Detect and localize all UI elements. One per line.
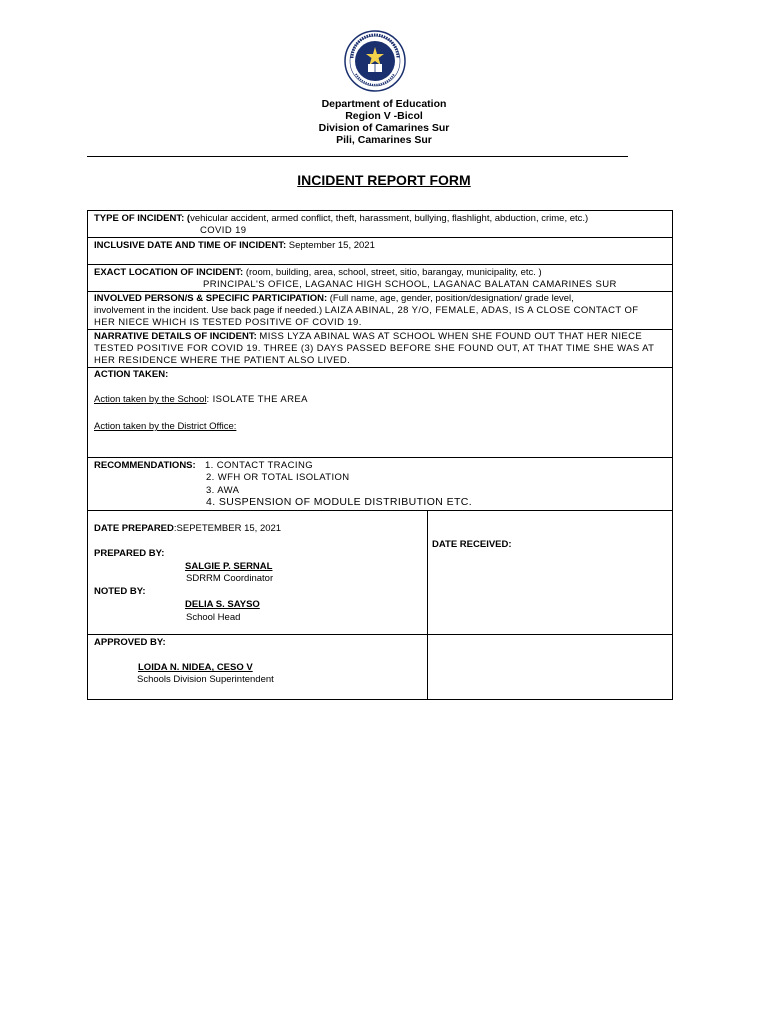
- date-received-label: DATE RECEIVED:: [432, 539, 512, 550]
- involved-field: [94, 293, 574, 304]
- recommendation-item: 2. WFH OR TOTAL ISOLATION: [206, 472, 350, 483]
- action-district-label: Action taken by the District Office:: [94, 421, 237, 432]
- approved-by-name: LOIDA N. NIDEA, CESO V: [138, 662, 253, 673]
- prepared-by-role: SDRRM Coordinator: [186, 573, 274, 584]
- narrative-line-2: TESTED POSITIVE FOR COVID 19. THREE (3) DAYS PASSED BEFORE SHE FOUND OUT, AT THAT TIME SHE WAS AT: [94, 343, 655, 354]
- location-label: EXACT LOCATION OF INCIDENT:: [94, 267, 244, 278]
- header-division: Division of Camarines Sur: [318, 122, 450, 134]
- noted-by-name: DELIA S. SAYSO: [185, 599, 260, 610]
- recommendation-item: 3. AWA: [206, 485, 240, 496]
- action-school-label: Action taken by the School: [94, 394, 207, 405]
- header-department: Department of Education: [321, 98, 447, 110]
- row-divider: [88, 264, 672, 265]
- date-time-label: INCLUSIVE DATE AND TIME OF INCIDENT:: [94, 240, 287, 251]
- type-label: TYPE OF INCIDENT: (: [94, 213, 191, 224]
- type-value: COVID 19: [200, 225, 247, 236]
- type-hint: vehicular accident, armed conflict, theft, harassment, bullying, flashlight, abduction, crime, etc.): [190, 213, 589, 224]
- noted-by-role: School Head: [186, 612, 241, 623]
- prepared-by-name: SALGIE P. SERNAL: [185, 561, 273, 572]
- row-divider: [88, 367, 672, 368]
- involved-hint-1: (Full name, age, gender, position/designation/ grade level,: [329, 293, 574, 304]
- approved-by-label: APPROVED BY:: [94, 637, 166, 648]
- page-title: INCIDENT REPORT FORM: [297, 172, 471, 188]
- row-divider: [88, 510, 672, 511]
- header-region: Region V -Bicol: [345, 110, 423, 122]
- date-prepared-label: DATE PREPARED: [94, 523, 174, 534]
- recommendations-label: RECOMMENDATIONS:: [94, 460, 196, 471]
- header-divider: [87, 156, 628, 157]
- involved-value-1: LAIZA ABINAL, 28 Y/O, FEMALE, ADAS, IS A CLOSE CONTACT OF: [324, 305, 639, 316]
- location-value: PRINCIPAL'S OFICE, LAGANAC HIGH SCHOOL, LAGANAC BALATAN CAMARINES SUR: [203, 279, 617, 290]
- location-field: [94, 267, 542, 278]
- date-prepared-value: :SEPETEMBER 15, 2021: [173, 523, 282, 534]
- narrative-line-1: MISS LYZA ABINAL WAS AT SCHOOL WHEN SHE FOUND OUT THAT HER NIECE: [259, 331, 643, 342]
- prepared-by-label: PREPARED BY:: [94, 548, 165, 559]
- incident-form: [87, 210, 673, 700]
- involved-label: INVOLVED PERSON/S & SPECIFIC PARTICIPATION:: [94, 293, 328, 304]
- recommendation-item: 4. SUSPENSION OF MODULE DISTRIBUTION ETC.: [206, 496, 473, 508]
- action-label: ACTION TAKEN:: [94, 369, 169, 380]
- row-divider: [88, 329, 672, 330]
- involved-hint-2: involvement in the incident. Use back page if needed.): [94, 305, 323, 316]
- column-divider: [427, 510, 428, 700]
- involved-value-2: HER NIECE WHICH IS TESTED POSITIVE OF COVID 19.: [94, 317, 362, 328]
- action-school-value: : ISOLATE THE AREA: [206, 394, 308, 405]
- recommendation-item: 1. CONTACT TRACING: [205, 460, 314, 471]
- date-time-field: [94, 240, 375, 251]
- action-school-field: [94, 394, 308, 405]
- location-hint: (room, building, area, school, street, sitio, barangay, municipality, etc. ): [245, 267, 542, 278]
- approved-by-role: Schools Division Superintendent: [137, 674, 274, 685]
- involved-field-line2: [94, 305, 639, 316]
- row-divider: [88, 634, 672, 635]
- noted-by-label: NOTED BY:: [94, 586, 146, 597]
- narrative-field: [94, 331, 642, 342]
- row-divider: [88, 457, 672, 458]
- header-location: Pili, Camarines Sur: [336, 134, 432, 146]
- date-prepared-field: [94, 523, 281, 534]
- deped-seal-logo: [344, 30, 406, 92]
- row-divider: [88, 291, 672, 292]
- narrative-line-3: HER RESIDENCE WHERE THE PATIENT ALSO LIVED.: [94, 355, 351, 366]
- narrative-label: NARRATIVE DETAILS OF INCIDENT:: [94, 331, 257, 342]
- type-field: [94, 213, 588, 224]
- row-divider: [88, 237, 672, 238]
- date-time-value: September 15, 2021: [288, 240, 375, 251]
